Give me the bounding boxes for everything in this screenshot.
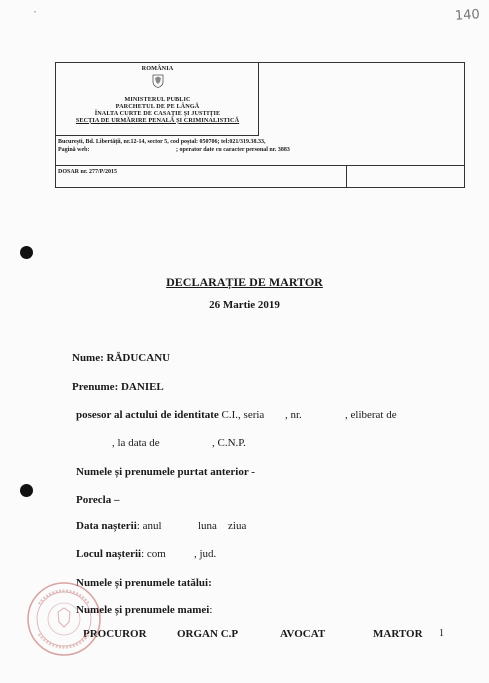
field-ziua: ziua [228,520,247,532]
mama-label: Numele și prenumele mamei [76,604,210,616]
field-cnp: , C.N.P. [212,437,246,449]
page-number: 1 [439,628,444,639]
institution-line-4: SECȚIA DE URMĂRIRE PENALĂ ȘI CRIMINALISTICĂ [75,117,240,124]
prenume-label: Prenume: [72,381,119,393]
letterhead-institution-cell [56,63,259,136]
locul-nasterii-label: Locul nașterii [76,548,142,560]
field-prenume [72,381,164,393]
coat-of-arms-icon [152,74,164,88]
field-tatal: Numele și prenumele tatălui: [76,577,212,589]
field-jud: , jud. [194,548,217,560]
signature-procuror: PROCUROR [83,628,147,640]
mama-colon: : [209,604,213,616]
web-label: Pagină web: [58,147,90,153]
institution-line-3: ÎNALTA CURTE DE CASAȚIE ȘI JUSTIȚIE [94,110,221,117]
signature-organ-cp: ORGAN C.P [177,628,239,640]
corner-mark: • [34,10,37,16]
field-porecla: Porecla – [76,494,120,506]
field-nume-anterior: Numele și prenumele purtat anterior - [76,466,255,478]
official-stamp-icon [25,580,103,658]
address-cell [56,136,464,166]
institution-line-1: MINISTERUL PUBLIC [124,96,191,103]
field-luna: luna [198,520,217,532]
nume-value: RĂDUCANU [106,352,171,364]
address-text: București, Bd. Libertății, nr.12-14, sector 5, cod poștal: 050706; tel:021/319.38.33, [58,139,266,145]
dosar-number: DOSAR nr. 277/P/2015 [58,169,117,175]
posesor-label: posesor al actului de identitate [76,409,219,421]
handwritten-page-number: 140 [454,7,481,24]
document-date: 26 Martie 2019 [209,299,280,311]
nume-label: Nume: [72,352,104,364]
letterhead-box [55,62,465,188]
dosar-cell [56,166,464,188]
field-nume [72,352,170,364]
country-name: ROMÂNIA [141,65,174,72]
institution-line-2: PARCHETUL DE PE LÂNGĂ [115,103,200,110]
data-nasterii-label: Data nașterii [76,520,137,532]
field-locul-nasterii [76,548,166,560]
operator-note: ; operator date cu caracter personal nr. 3883 [176,147,290,153]
field-la-data: , la data de [112,437,160,449]
punch-hole-bottom [20,484,33,497]
dosar-divider [346,166,347,188]
field-eliberat: , eliberat de [345,409,397,421]
field-data-nasterii [76,520,162,532]
document-title: DECLARAȚIE DE MARTOR [166,275,323,289]
prenume-value: DANIEL [120,381,164,393]
posesor-ci: C.I., seria [221,409,265,421]
signature-martor: MARTOR [373,628,423,640]
signature-avocat: AVOCAT [280,628,326,640]
punch-hole-top [20,246,33,259]
field-posesor [76,409,264,421]
field-nr: , nr. [285,409,302,421]
locul-nasterii-com: : com [141,548,166,560]
data-nasterii-anul: : anul [136,520,162,532]
